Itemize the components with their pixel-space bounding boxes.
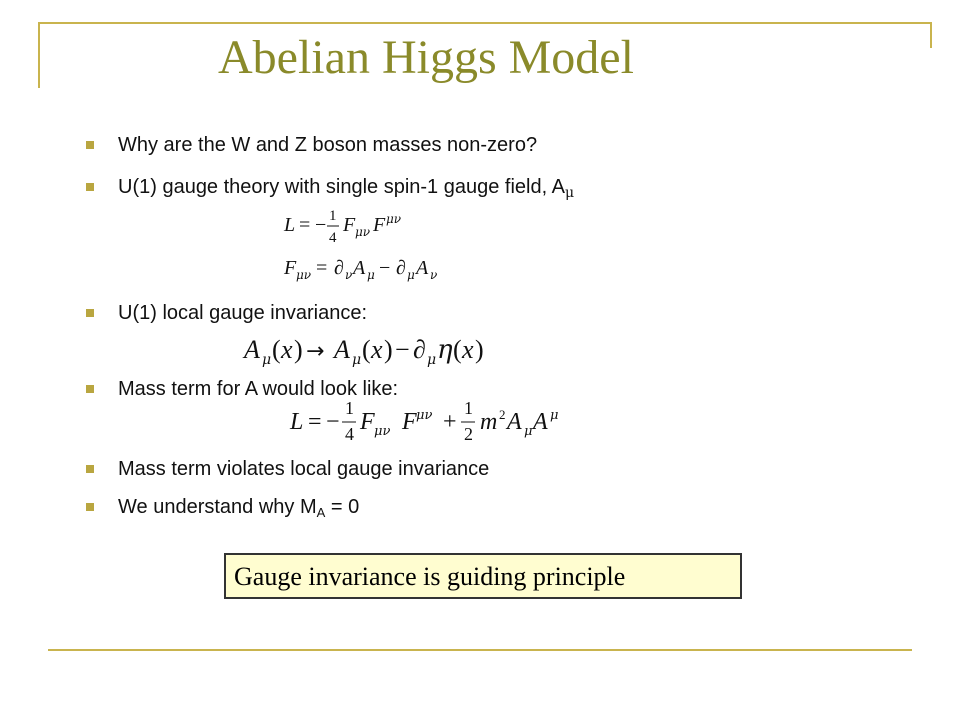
equation-lagrangian — [282, 202, 462, 248]
bullet-marker — [86, 385, 94, 393]
svg-text:4: 4 — [329, 230, 337, 246]
svg-text:F: F — [360, 409, 375, 435]
svg-text:μν: μν — [355, 225, 371, 239]
svg-text:ν: ν — [430, 268, 438, 282]
callout-text: Gauge invariance is guiding principle — [234, 562, 626, 591]
bullet-text-1 — [118, 134, 537, 157]
bullet-marker — [86, 183, 94, 191]
right-border-line — [930, 22, 932, 48]
bullet-5-text: Mass term violates local gauge invariance — [118, 458, 490, 480]
svg-text:1: 1 — [464, 398, 473, 418]
svg-text:m: m — [480, 409, 498, 435]
svg-text:μ: μ — [407, 268, 415, 282]
equation-field-strength — [282, 252, 482, 286]
svg-text:1: 1 — [329, 208, 337, 224]
svg-text:−: − — [379, 257, 391, 279]
svg-text:−: − — [395, 335, 410, 364]
svg-text:μ: μ — [524, 424, 533, 439]
svg-text:μ: μ — [427, 352, 437, 368]
svg-text:∂: ∂ — [334, 257, 344, 279]
svg-text:L: L — [290, 409, 304, 435]
bullet-text-2 — [118, 176, 574, 201]
svg-text:F: F — [402, 409, 417, 435]
svg-text:F: F — [284, 257, 297, 279]
svg-text:A: A — [507, 409, 522, 435]
svg-text:(: ( — [362, 335, 371, 364]
svg-text:2: 2 — [499, 407, 506, 422]
svg-text:=: = — [308, 409, 322, 435]
bullet-marker — [86, 503, 94, 511]
svg-text:L: L — [284, 214, 296, 236]
svg-text:μ: μ — [352, 352, 362, 368]
svg-text:x: x — [462, 335, 474, 364]
svg-text:F: F — [343, 214, 356, 236]
bullet-6-text: We understand why M — [118, 496, 317, 518]
slide-title: Abelian Higgs Model — [218, 31, 634, 84]
svg-text:1: 1 — [345, 398, 354, 418]
svg-text:=: = — [316, 257, 328, 279]
svg-text:→: → — [306, 339, 325, 364]
bullet-6-tail: = 0 — [325, 496, 360, 518]
svg-text:μν: μν — [374, 424, 391, 439]
equation-gauge-transform — [242, 332, 532, 368]
svg-text:+: + — [443, 409, 457, 435]
svg-text:F: F — [373, 214, 386, 236]
bottom-rule-line — [48, 649, 912, 651]
bullet-1-text: Why are the W and Z boson masses non-zero? — [118, 134, 538, 156]
bullet-marker — [86, 141, 94, 149]
svg-text:μ: μ — [262, 352, 272, 368]
bullet-text-6 — [118, 496, 359, 520]
svg-text:∂: ∂ — [413, 335, 426, 364]
svg-text:(: ( — [272, 335, 281, 364]
svg-text:A: A — [244, 335, 260, 364]
svg-text:A: A — [416, 257, 429, 279]
bullet-3-text: U(1) local gauge invariance: — [118, 302, 368, 324]
bullet-2-subscript: μ — [564, 185, 575, 201]
bullet-2-text: U(1) gauge theory with single spin-1 gauge field, A — [118, 176, 565, 198]
left-border-line — [38, 22, 40, 88]
svg-text:): ) — [294, 335, 303, 364]
svg-text:x: x — [371, 335, 383, 364]
svg-text:2: 2 — [464, 424, 473, 444]
svg-text:A: A — [353, 257, 366, 279]
bullet-4-text: Mass term for A would look like: — [118, 378, 399, 400]
svg-text:=: = — [299, 214, 311, 236]
svg-text:): ) — [384, 335, 393, 364]
bullet-6-subscript: A — [316, 505, 326, 520]
svg-text:η: η — [437, 335, 453, 365]
svg-text:): ) — [475, 335, 484, 364]
bullet-text-5 — [118, 458, 489, 481]
svg-text:−: − — [315, 214, 327, 236]
svg-text:A: A — [533, 409, 548, 435]
svg-text:∂: ∂ — [396, 257, 406, 279]
bullet-marker — [86, 465, 94, 473]
bullet-text-3 — [118, 302, 367, 325]
svg-text:ν: ν — [345, 268, 353, 282]
svg-text:μ: μ — [367, 268, 375, 282]
bullet-marker — [86, 309, 94, 317]
svg-text:A: A — [334, 335, 350, 364]
svg-text:(: ( — [453, 335, 462, 364]
svg-text:μν: μν — [386, 212, 402, 226]
svg-text:x: x — [281, 335, 293, 364]
svg-text:μ: μ — [550, 408, 559, 423]
svg-text:4: 4 — [345, 424, 354, 444]
svg-text:−: − — [326, 409, 340, 435]
callout-box — [224, 553, 742, 599]
svg-text:μν: μν — [296, 268, 312, 282]
equation-mass-term — [288, 396, 588, 444]
svg-text:μν: μν — [416, 408, 433, 423]
top-border-line — [38, 22, 932, 24]
